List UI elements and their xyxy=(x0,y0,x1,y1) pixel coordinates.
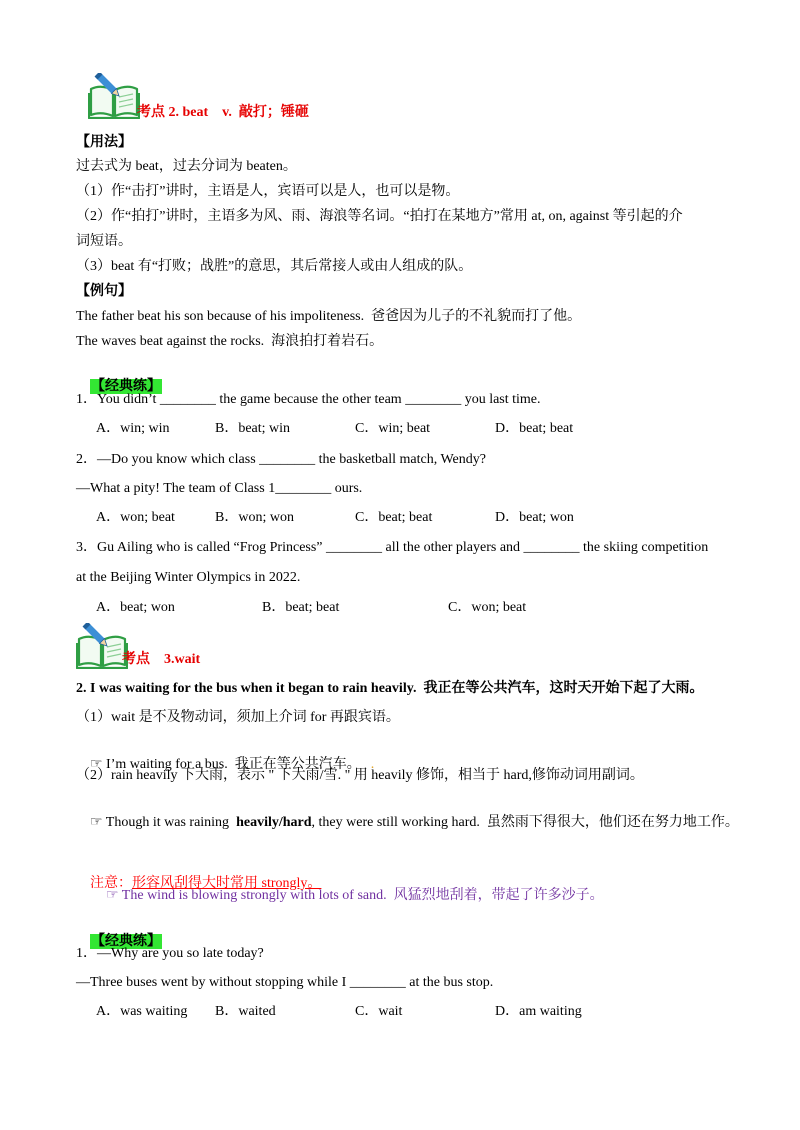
question-stem: 2．—Do you know which class ________ the basketball match, Wendy? xyxy=(76,452,486,467)
option-d: D．am waiting xyxy=(495,1004,582,1019)
usage-point: （1）wait 是不及物动词，须加上介词 for 再跟宾语。 xyxy=(76,710,400,725)
question-stem: —Three buses went by without stopping while I ________ at the bus stop. xyxy=(76,975,494,990)
example-text: , they were still working hard. 虽然雨下得很大，他们还在努力地工作。 xyxy=(311,815,739,830)
note-text: 形容风刮得大时常用 strongly。 xyxy=(132,876,322,891)
question-stem: —What a pity! The team of Class 1________ ours. xyxy=(76,481,363,496)
option-b: B．beat; beat xyxy=(262,600,340,615)
example-sentence: The father beat his son because of his impoliteness. 爸爸因为儿子的不礼貌而打了他。 xyxy=(76,309,582,324)
practice-heading-label: 【经典练】 xyxy=(91,379,161,394)
example-sentence xyxy=(76,796,739,850)
book-pencil-icon xyxy=(76,623,128,669)
section-title-wait: 考点 3.wait xyxy=(122,652,201,667)
key-sentence: 2. I was waiting for the bus when it began to rain heavily. 我正在等公共汽车，这时天开始下起了大雨。 xyxy=(76,681,704,696)
example-text: ☞ Though it was raining xyxy=(90,815,237,830)
example-emphasis: heavily/hard xyxy=(236,815,312,830)
stray-mark: . xyxy=(370,757,375,772)
usage-line: （3）beat 有“打败；战胜”的意思，其后常接人或由人组成的队。 xyxy=(76,259,473,274)
usage-line: （1）作“击打”讲时，主语是人，宾语可以是人，也可以是物。 xyxy=(76,184,460,199)
question-stem: 1．—Why are you so late today? xyxy=(76,946,264,961)
option-b: B．won; won xyxy=(215,510,294,525)
note-label: 注意： xyxy=(90,876,132,891)
option-c: C．won; beat xyxy=(448,600,527,615)
option-c: C．wait xyxy=(355,1004,403,1019)
option-d: D．beat; beat xyxy=(495,421,574,436)
option-a: A．beat; won xyxy=(96,600,175,615)
practice-heading-label: 【经典练】 xyxy=(91,934,161,949)
usage-heading: 【用法】 xyxy=(76,135,132,150)
section-title-beat: 考点 2. beat v. 敲打；锤砸 xyxy=(137,105,309,120)
option-b: B．beat; win xyxy=(215,421,291,436)
question-stem: 3．Gu Ailing who is called “Frog Princess” ________ all the other players and ________ the skiing competition xyxy=(76,540,709,555)
example-sentence: ☞ The wind is blowing strongly with lots of sand. 风猛烈地刮着，带起了许多沙子。 xyxy=(106,888,604,903)
option-a: A．was waiting xyxy=(96,1004,188,1019)
usage-line: 词短语。 xyxy=(76,234,132,249)
example-sentence: The waves beat against the rocks. 海浪拍打着岩石。 xyxy=(76,334,384,349)
option-b: B．waited xyxy=(215,1004,276,1019)
usage-line: 过去式为 beat，过去分词为 beaten。 xyxy=(76,159,297,174)
option-d: D．beat; won xyxy=(495,510,574,525)
option-c: C．beat; beat xyxy=(355,510,433,525)
option-a: A．win; win xyxy=(96,421,170,436)
option-c: C．win; beat xyxy=(355,421,431,436)
example-text: ☞ I’m waiting for a bus. 我正在等公共汽车。 xyxy=(90,757,361,772)
usage-line: （2）作“拍打”讲时，主语多为风、雨、海浪等名词。“拍打在某地方”常用 at, on, against 等引起的介 xyxy=(76,209,683,224)
book-pencil-icon xyxy=(88,73,140,119)
example-heading: 【例句】 xyxy=(76,284,132,299)
question-stem: at the Beijing Winter Olympics in 2022. xyxy=(76,570,301,585)
usage-point: （2）rain heavily 下大雨，表示 " 下大雨/雪. " 用 heavily 修饰，相当于 hard,修饰动词用副词。 xyxy=(76,768,644,783)
question-stem: 1．You didn’t ________ the game because the other team ________ you last time. xyxy=(76,392,541,407)
option-a: A．won; beat xyxy=(96,510,175,525)
